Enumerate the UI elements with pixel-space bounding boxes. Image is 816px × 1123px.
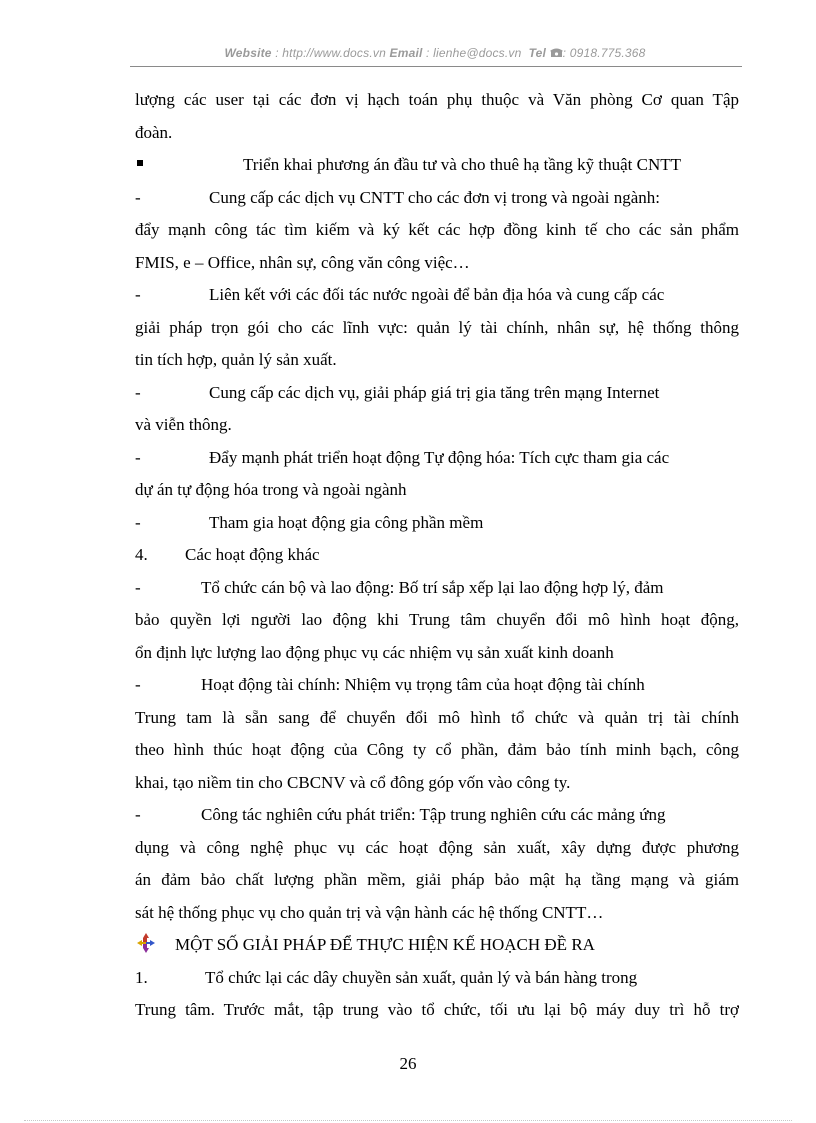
footer-rule [24, 1120, 792, 1121]
dash-item: - Công tác nghiên cứu phát triển: Tập trung nghiên cứu các mảng ứng [135, 805, 666, 824]
dash-item: - Hoạt động tài chính: Nhiệm vụ trọng tâm của hoạt động tài chính [135, 675, 645, 694]
paragraph-line: dụng và công nghệ phục vụ các hoạt động sản xuất, xây dựng được phương [135, 837, 739, 857]
numbered-item: 1. Tổ chức lại các dây chuyền sản xuất, quản lý và bán hàng trong [135, 967, 638, 987]
paragraph-line: ổn định lực lượng lao động phục vụ các nhiệm vụ sản xuất kinh doanh [135, 642, 614, 662]
paragraph-line: giải pháp trọn gói cho các lĩnh vực: quản lý tài chính, nhân sự, hệ thống thông [135, 317, 739, 337]
website-url[interactable]: http://www.docs.vn [282, 46, 386, 60]
bullet-item: Triển khai phương án đầu tư và cho thuê hạ tầng kỹ thuật CNTT [135, 149, 739, 182]
square-bullet-icon [137, 160, 143, 166]
tel-label: Tel [528, 46, 547, 60]
website-label: Website [224, 46, 272, 60]
paragraph-line: lượng các user tại các đơn vị hạch toán phụ thuộc và Văn phòng Cơ quan Tập [135, 90, 739, 109]
paragraph-line: và viễn thông. [135, 415, 232, 434]
dash-item: - Tham gia hoạt động gia công phần mềm [135, 512, 484, 532]
paragraph-line: dự án tự động hóa trong và ngoài ngành [135, 480, 407, 499]
paragraph-line: đoàn. [135, 122, 173, 142]
dash-item: - Liên kết với các đối tác nước ngoài để bản địa hóa và cung cấp các [135, 285, 665, 304]
telephone-icon [550, 47, 563, 58]
paragraph-line: tin tích hợp, quản lý sản xuất. [135, 350, 337, 369]
dash-item: - Đẩy mạnh phát triển hoạt động Tự động hóa: Tích cực tham gia các [135, 447, 670, 467]
page-number: 26 [399, 1054, 417, 1073]
arrow-heading: MỘT SỐ GIẢI PHÁP ĐỂ THỰC HIỆN KẾ HOẠCH ĐỀ RA [135, 929, 739, 962]
dash-item: - Cung cấp các dịch vụ, giải pháp giá trị gia tăng trên mạng Internet [135, 382, 660, 402]
paragraph-line: đẩy mạnh công tác tìm kiếm và ký kết các hợp đồng kinh tế cho các sản phẩm [135, 220, 739, 239]
paragraph-line: FMIS, e – Office, nhân sự, công văn công việc… [135, 252, 470, 272]
paragraph-line: bảo quyền lợi người lao động khi Trung tâm chuyển đổi mô hình hoạt động, [135, 610, 739, 629]
email-value[interactable]: lienhe@docs.vn [433, 46, 522, 60]
document-body [135, 84, 739, 1027]
four-way-arrow-icon [137, 933, 155, 953]
header-rule [130, 66, 742, 67]
paragraph-line: theo hình thúc hoạt động của Công ty cổ phần, đảm bảo tính minh bạch, công [135, 740, 739, 759]
paragraph-line: khai, tạo niềm tin cho CBCNV và cổ đông góp vốn vào công ty. [135, 772, 571, 792]
page-header: Website : http://www.docs.vn Email : lienhe@docs.vn Tel : 0918.775.368 [224, 46, 646, 60]
paragraph-line: Trung tam là sẵn sang để chuyển đổi mô hình tổ chức và quản trị tài chính [135, 707, 739, 727]
tel-value[interactable]: : 0918.775.368 [562, 46, 646, 60]
dash-item: - Cung cấp các dịch vụ CNTT cho các đơn vị trong và ngoài ngành: [135, 187, 661, 207]
section-heading: 4. Các hoạt động khác [135, 545, 320, 564]
dash-item: - Tổ chức cán bộ và lao động: Bố trí sắp xếp lại lao động hợp lý, đảm [135, 577, 664, 597]
email-label: Email [389, 46, 423, 60]
paragraph-line: án đảm bảo chất lượng phần mềm, giải pháp bảo mật hạ tầng mạng và giám [135, 870, 739, 889]
paragraph-line: Trung tâm. Trước mắt, tập trung vào tổ chức, tối ưu lại bộ máy duy trì hỗ trợ [135, 1000, 739, 1019]
paragraph-line: sát hệ thống phục vụ cho quản trị và vận hành các hệ thống CNTT… [135, 902, 604, 922]
